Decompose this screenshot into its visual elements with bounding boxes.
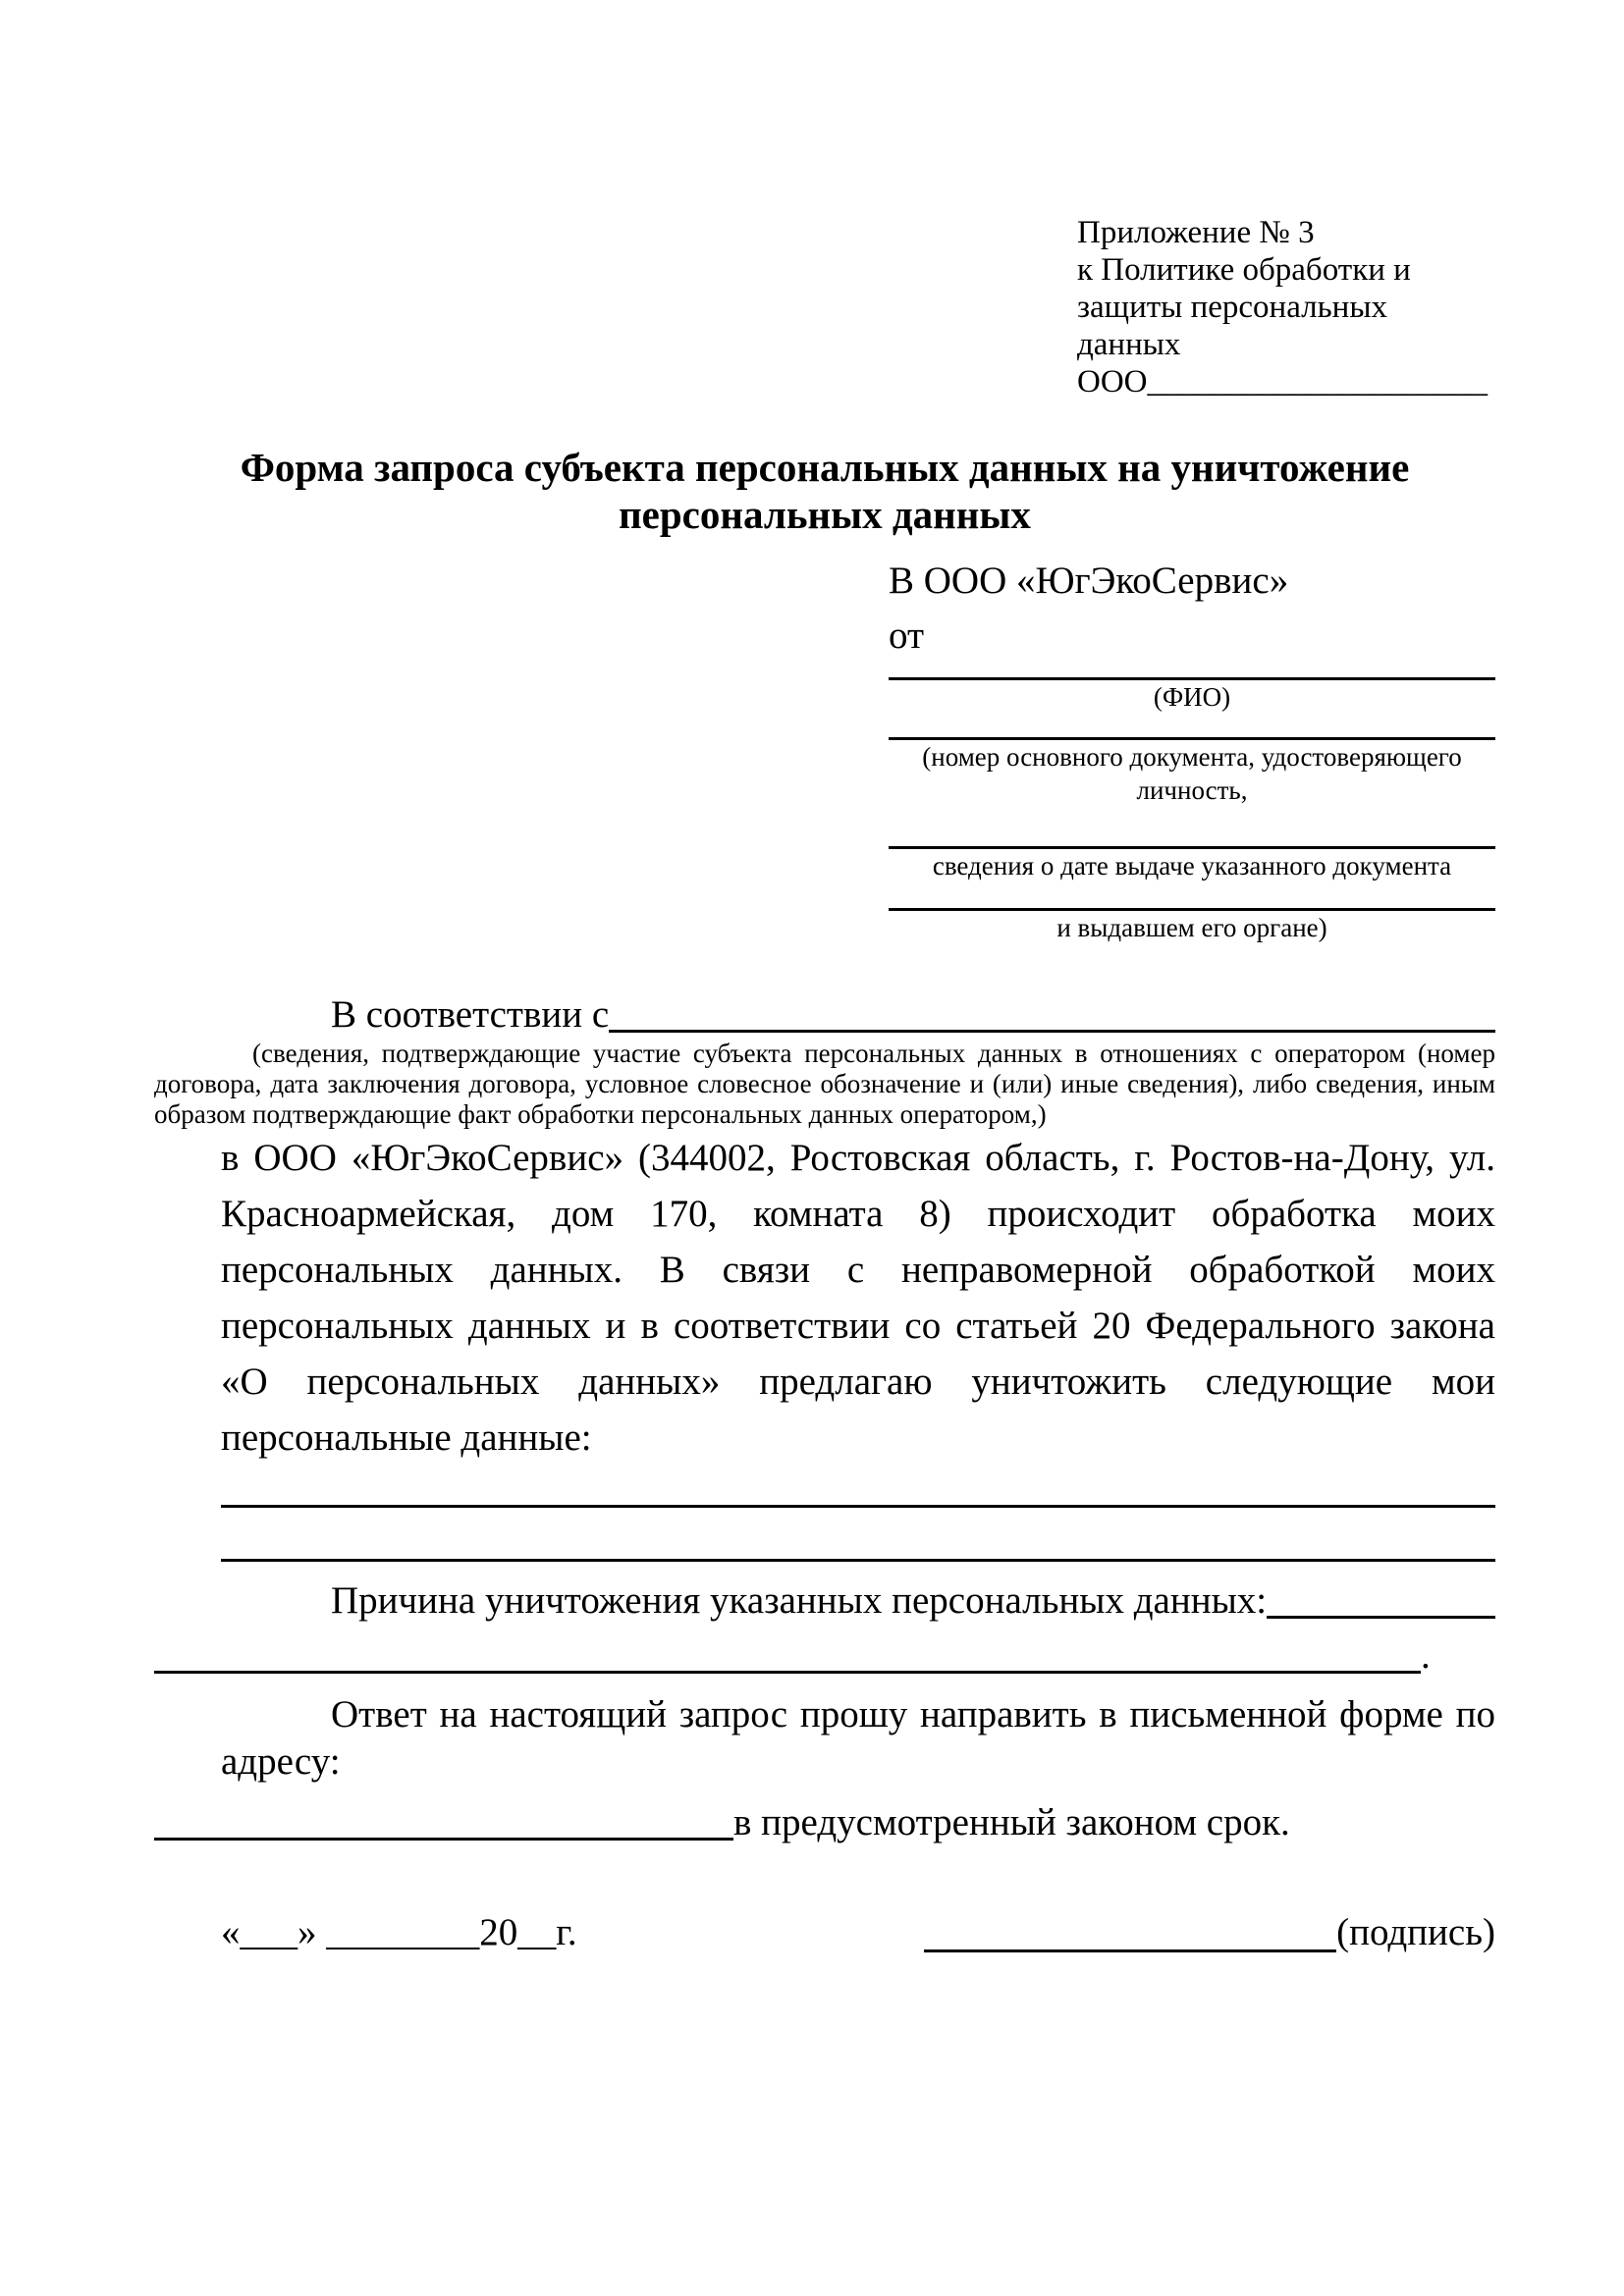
accordance-blank-line — [609, 991, 1495, 1033]
reason-period: . — [1421, 1634, 1431, 1677]
signature-group — [924, 1909, 1495, 1956]
form-title — [154, 444, 1495, 538]
appendix-line-3: защиты персональных данных — [1077, 290, 1387, 362]
org-blank-field: _____________________ — [1147, 364, 1488, 400]
date-field: «___» ________20__г. — [221, 1911, 577, 1953]
signature-blank-line — [924, 1949, 1336, 1952]
response-paragraph: Ответ на настоящий запрос прошу направить в письменной форме по адресу: — [221, 1693, 1495, 1783]
accordance-row — [331, 991, 1495, 1039]
signature-caption: (подпись) — [1336, 1911, 1495, 1953]
reason-blank-line — [1267, 1577, 1495, 1619]
appendix-line-2: к Политике обработки и — [1077, 252, 1411, 288]
form-title-line-2: персональных данных — [619, 492, 1031, 537]
org-label: ООО — [1077, 364, 1148, 400]
accordance-lead: В соответствии с — [331, 993, 610, 1036]
addressee-from-label: от — [889, 614, 925, 657]
issue-date-caption: сведения о дате выдаче указанного документа — [932, 851, 1452, 881]
response-suffix: в предусмотренный законом срок. — [733, 1801, 1290, 1843]
reason-label: Причина уничтожения указанных персональных данных: — [331, 1579, 1268, 1622]
addressee-block — [889, 558, 1495, 944]
appendix-line-1: Приложение № 3 — [1077, 215, 1315, 250]
addressee-to: В ООО «ЮгЭкоСервис» — [889, 560, 1289, 602]
footer-row — [221, 1909, 1495, 1956]
form-title-line-1: Форма запроса субъекта персональных данных на уничтожение — [240, 445, 1410, 490]
reason-continuation-row — [154, 1632, 1495, 1680]
reason-row — [331, 1577, 1495, 1625]
main-paragraph: в ООО «ЮгЭкоСервис» (344002, Ростовская область, г. Ростов-на-Дону, ул. Красноармейская, дом 170, комната 8) происходит обработка моих персональных данных. В связи с неправомерной обработкой моих персональных данных и в соответствии со статьей 20 Федерального закона «О персональных данных» предлагаю уничтожить следующие мои персональные данные: — [221, 1137, 1495, 1459]
issuing-authority-caption: и выдавшем его органе) — [1056, 913, 1327, 942]
personal-data-blank-line-1 — [221, 1505, 1495, 1508]
fio-caption: (ФИО) — [1153, 682, 1231, 712]
appendix-org-line — [1077, 363, 1495, 400]
reason-continuation-blank-line — [154, 1632, 1421, 1674]
document-number-caption: (номер основного документа, удостоверяющего личность, — [922, 742, 1462, 805]
address-blank-line — [154, 1799, 733, 1841]
address-row — [154, 1799, 1495, 1846]
appendix-header — [1077, 214, 1495, 400]
personal-data-blank-line-2 — [221, 1559, 1495, 1562]
accordance-note: (сведения, подтверждающие участие субъекта персональных данных в отношениях с оператором (номер договора, дата заключения договора, условное словесное обозначение и (или) иные сведения), либо сведения, иным образом подтверждающие факт обработки персональных данных оператором,) — [154, 1039, 1495, 1129]
